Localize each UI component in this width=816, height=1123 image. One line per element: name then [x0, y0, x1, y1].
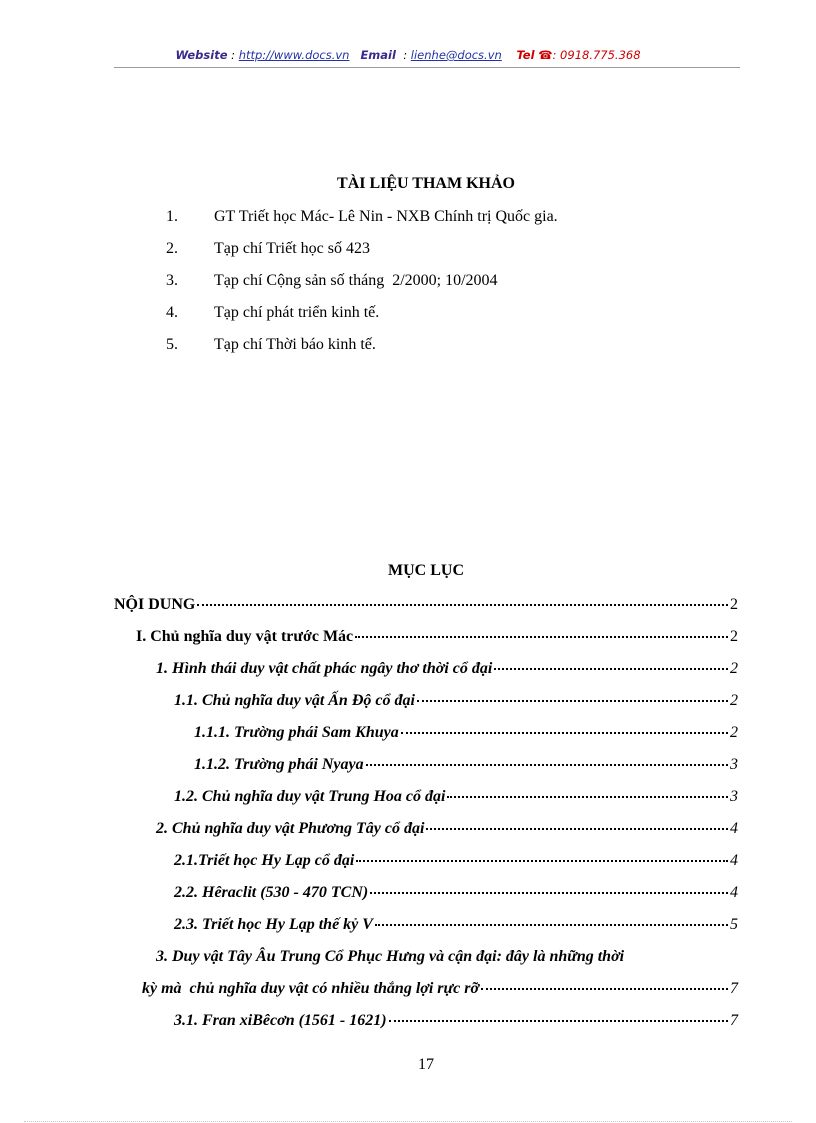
toc-entry[interactable]	[114, 846, 738, 878]
page-header	[0, 48, 816, 62]
reference-number: 2.	[166, 240, 178, 257]
table-of-contents	[114, 590, 738, 1038]
reference-item	[166, 302, 558, 334]
toc-leader-dots	[417, 700, 728, 702]
reference-item	[166, 238, 558, 270]
toc-entry-text: NỘI DUNG	[114, 596, 196, 613]
toc-entry[interactable]	[114, 654, 738, 686]
toc-entry[interactable]	[114, 910, 738, 942]
toc-entry-text: 2.1.Triết học Hy Lạp cổ đại	[174, 852, 355, 869]
toc-entry-text: 2.3. Triết học Hy Lạp thế kỷ V	[174, 916, 373, 933]
toc-page-number: 4	[730, 820, 738, 837]
references-title: TÀI LIỆU THAM KHẢO	[337, 175, 515, 192]
email-link[interactable]: lienhe@docs.vn	[410, 48, 502, 62]
toc-leader-dots	[366, 764, 728, 766]
toc-entry[interactable]	[114, 718, 738, 750]
toc-entry-text: 1.1.1. Trường phái Sam Khuya	[194, 724, 399, 741]
phone-icon: ☎	[538, 48, 553, 62]
toc-entry-continued[interactable]	[114, 974, 738, 1006]
toc-leader-dots	[197, 604, 728, 606]
toc-entry-text: I. Chủ nghĩa duy vật trước Mác	[136, 628, 354, 645]
reference-number: 1.	[166, 208, 178, 225]
toc-entry-text: 1.2. Chủ nghĩa duy vật Trung Hoa cổ đại	[174, 788, 446, 805]
phone-number: : 0918.775.368	[552, 48, 641, 62]
toc-leader-dots	[356, 860, 728, 862]
toc-entry-text: 2. Chủ nghĩa duy vật Phương Tây cổ đại	[156, 820, 425, 837]
toc-leader-dots	[370, 892, 728, 894]
reference-number: 5.	[166, 336, 178, 353]
reference-number: 4.	[166, 304, 178, 321]
toc-entry[interactable]	[114, 750, 738, 782]
reference-text: Tạp chí Cộng sản số tháng 2/2000; 10/2004	[214, 272, 498, 289]
toc-page-number: 2	[730, 628, 738, 645]
toc-page-number: 4	[730, 884, 738, 901]
website-colon: :	[231, 48, 236, 62]
toc-entry-text: 1.1. Chủ nghĩa duy vật Ấn Độ cổ đại	[174, 692, 415, 709]
reference-item	[166, 270, 558, 302]
toc-page-number: 3	[730, 756, 738, 773]
toc-entry[interactable]	[114, 814, 738, 846]
toc-entry[interactable]	[114, 878, 738, 910]
header-divider	[114, 67, 740, 68]
toc-leader-dots	[375, 924, 728, 926]
email-colon: :	[403, 48, 408, 62]
page-bottom-border	[24, 1121, 792, 1122]
toc-entry-text: 2.2. Hêraclit (530 - 470 TCN)	[174, 884, 369, 901]
reference-item	[166, 206, 558, 238]
toc-entry[interactable]	[114, 622, 738, 654]
page-number: 17	[418, 1056, 434, 1073]
reference-number: 3.	[166, 272, 178, 289]
reference-text: Tạp chí phát triển kinh tế.	[214, 304, 380, 321]
reference-text: GT Triết học Mác- Lê Nin - NXB Chính trị Quốc gia.	[214, 208, 558, 225]
toc-entry-text: 1.1.2. Trường phái Nyaya	[194, 756, 364, 773]
reference-item	[166, 334, 558, 366]
toc-page-number: 7	[730, 980, 738, 997]
toc-page-number: 3	[730, 788, 738, 805]
toc-entry-text: 1. Hình thái duy vật chất phác ngây thơ thời cổ đại	[156, 660, 493, 677]
email-label: Email	[360, 48, 396, 62]
references-list	[166, 206, 558, 366]
toc-entry-text: 3. Duy vật Tây Âu Trung Cổ Phục Hưng và cận đại: đây là những thời	[156, 948, 625, 965]
toc-page-number: 7	[730, 1012, 738, 1029]
reference-text: Tạp chí Thời báo kinh tế.	[214, 336, 376, 353]
website-link[interactable]: http://www.docs.vn	[238, 48, 350, 62]
toc-entry-text: 3.1. Fran xiBêcơn (1561 - 1621)	[174, 1012, 387, 1029]
reference-text: Tạp chí Triết học số 423	[214, 240, 370, 257]
toc-entry[interactable]	[114, 590, 738, 622]
toc-page-number: 5	[730, 916, 738, 933]
toc-entry[interactable]	[114, 782, 738, 814]
toc-entry[interactable]	[114, 1006, 738, 1038]
toc-leader-dots	[481, 988, 728, 990]
toc-page-number: 4	[730, 852, 738, 869]
toc-leader-dots	[389, 1020, 728, 1022]
toc-entry[interactable]	[114, 942, 738, 974]
toc-entry-text-continued: kỳ mà chủ nghĩa duy vật có nhiều thắng lợi rực rỡ	[142, 980, 480, 997]
toc-leader-dots	[355, 636, 728, 638]
toc-page-number: 2	[730, 692, 738, 709]
toc-leader-dots	[494, 668, 728, 670]
toc-page-number: 2	[730, 660, 738, 677]
toc-title: MỤC LỤC	[388, 562, 464, 579]
toc-leader-dots	[447, 796, 728, 798]
toc-leader-dots	[401, 732, 728, 734]
toc-leader-dots	[426, 828, 728, 830]
toc-entry[interactable]	[114, 686, 738, 718]
toc-page-number: 2	[730, 724, 738, 741]
website-label: Website	[175, 48, 228, 62]
tel-label: Tel	[516, 48, 535, 62]
toc-page-number: 2	[730, 596, 738, 613]
